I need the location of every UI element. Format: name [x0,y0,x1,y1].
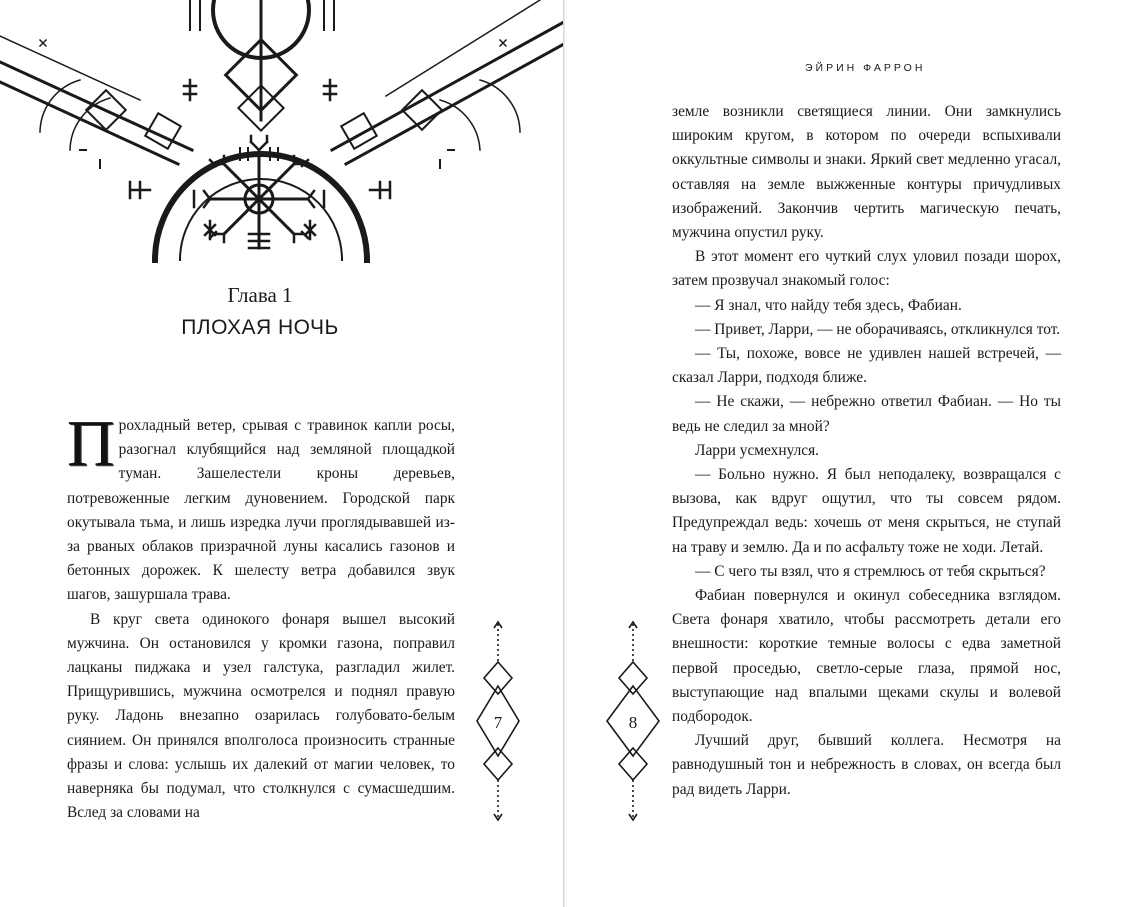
paragraph: Лучший друг, бывший коллега. Несмотря на равнодушный тон и небрежность в словах, он всегда был рад видеть Ларри. [672,732,1061,798]
page-number: 7 [493,713,503,732]
chapter-number: Глава 1 [227,283,293,307]
paragraph: — Не скажи, — небрежно ответил Фабиан. — Но ты ведь не следил за мной? [672,393,1061,435]
page-number-ornament-right [605,620,661,830]
paragraph [67,407,455,608]
paragraph: — Я знал, что найду тебя здесь, Фабиан. [695,296,962,314]
vegvisir-ornament [0,0,564,270]
diamond-folio-icon [475,620,521,825]
paragraph: Фабиан повернулся и окинул собеседника взглядом. Света фонаря хватило, чтобы рассмотреть детали его внешности: короткие темные волосы с едва заметной первой проседью, светло-серые глаза, прямой нос, выступающие над впалыми щеками скулы и волевой подбородок. [672,587,1061,726]
paragraph: — Ты, похоже, вовсе не удивлен нашей встречей, — сказал Ларри, подходя ближе. [672,345,1061,387]
diamond-folio-icon [605,620,661,825]
paragraph: земле возникли светящиеся линии. Они замкнулись широким кругом, в котором по очереди вспыхивали оккультные символы и знаки. Яркий свет медленно угасал, оставляя на земле выжженные контуры причудливых изображений. Закончив чертить магическую печать, мужчина опустил руку. [672,103,1061,242]
paragraph: Ларри усмехнулся. [695,441,820,459]
page-number: 8 [628,713,638,732]
paragraph: В круг света одинокого фонаря вышел высокий мужчина. Он остановился у кромки газона, поправил лацканы пиджака и узел галстука, разгладил жилет. Прищурившись, мужчина осмотрелся и поднял правую руку. Ладонь внезапно озарилась голубовато-белым сиянием. Он принялся вполголоса произносить странные фразы и слова: услышь их далекий от магии человек, то наверняка бы подумал, что столкнулся с сумасшедшим. Вслед за словами на [67,610,455,822]
chapter-title: ПЛОХАЯ НОЧЬ [181,316,339,339]
paragraph: — Привет, Ларри, — не оборачиваясь, откликнулся тот. [695,320,1061,338]
drop-cap: П [67,407,115,480]
page-number-ornament-left [475,620,521,830]
paragraph-text: рохладный ветер, срывая с травинок капли росы, разогнал клубящийся над земляной площадкой туман. Зашелестели кроны деревьев, потревоженные легким дуновением. Городской парк окутывала тьма, и лишь изредка лучи проглядывавшей из-за рваных облаков призрачной луны касались газонов и бетонных дорожек. К шелесту ветра добавился звук шагов, зашуршала трава. [67,417,455,604]
paragraph: — Больно нужно. Я был неподалеку, возвращался с вызова, как вдруг ощутил, что ты совсем рядом. Предупреждал ведь: хочешь от меня скрыться, не ступай на траву и землю. Да и по асфальту тоже не ходи. Летай. [672,466,1061,556]
right-page-body [672,100,1061,802]
paragraph: — С чего ты взял, что я стремлюсь от тебя скрыться? [695,562,1046,580]
running-head: ЭЙРИН ФАРРОН [805,62,926,74]
paragraph: В этот момент его чуткий слух уловил позади шорох, затем прозвучал знакомый голос: [672,248,1061,290]
right-page [565,0,1127,907]
left-page-body [67,407,455,825]
